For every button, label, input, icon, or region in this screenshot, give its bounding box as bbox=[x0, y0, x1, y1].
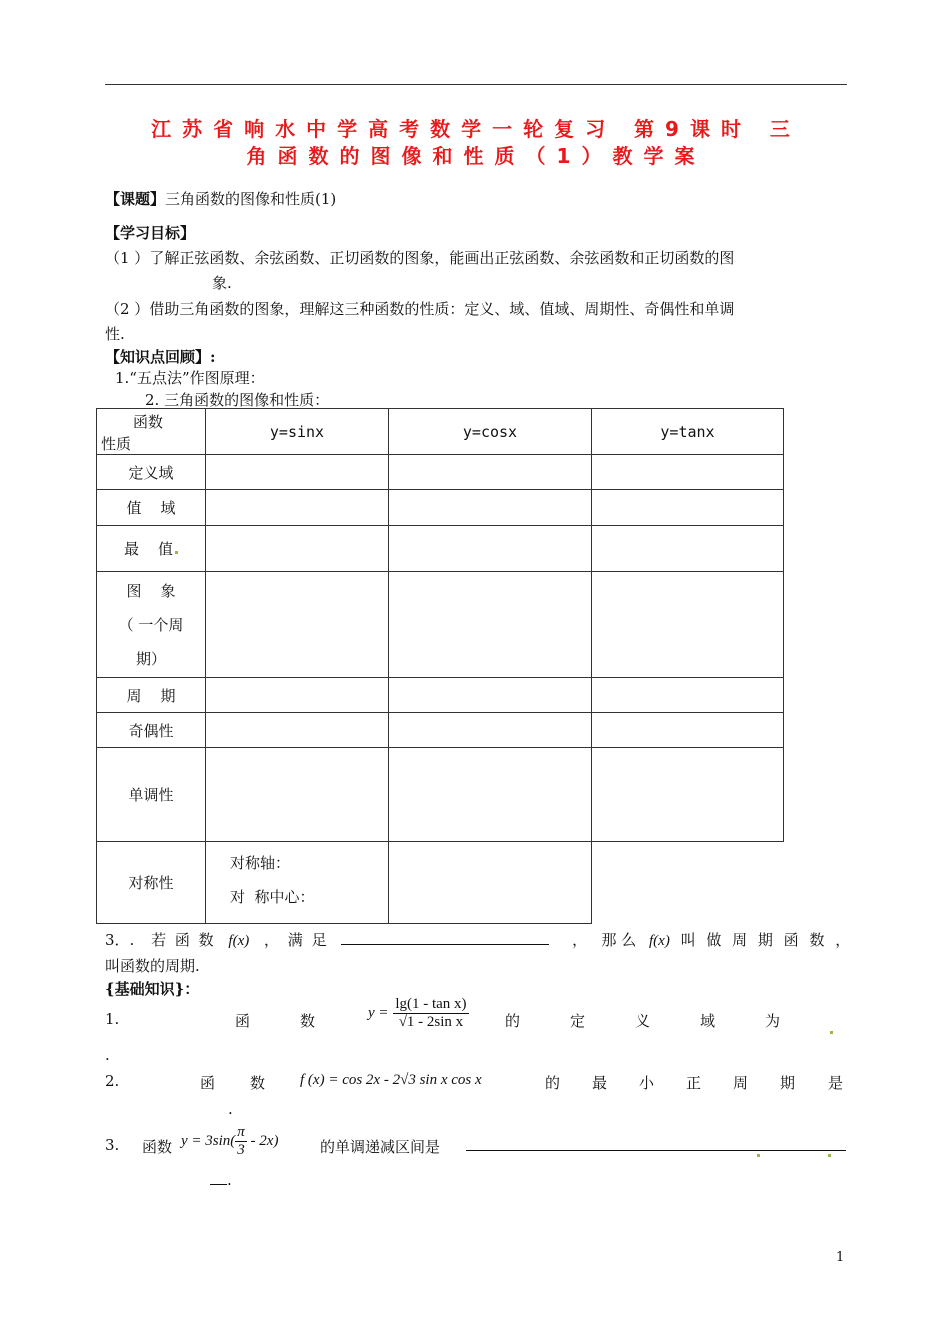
q2-formula: f (x) = cos 2x - 2√3 sin x cos x bbox=[300, 1072, 482, 1088]
symmetry-center: 对 称中心： bbox=[230, 888, 315, 906]
row-label-graph: 图 象 （ 一个周 期） bbox=[97, 572, 206, 678]
periodic-blank bbox=[341, 930, 549, 945]
q2-tail-4: 周 bbox=[733, 1074, 749, 1092]
periodic-func-2: f(x) bbox=[649, 933, 670, 949]
q3-formula bbox=[181, 1124, 278, 1159]
q3-number: 3. bbox=[105, 1136, 120, 1154]
review-heading: 【知识点回顾】: bbox=[105, 348, 216, 366]
periodic-text-4: 叫 做 周 期 函 数 ， bbox=[680, 931, 854, 949]
table-row bbox=[97, 748, 784, 842]
table-row bbox=[97, 455, 784, 490]
q3-end: . bbox=[210, 1170, 232, 1189]
q2-word-1: 数 bbox=[250, 1074, 266, 1092]
row-label-extreme: 最 值 bbox=[97, 526, 206, 572]
table-row bbox=[97, 526, 784, 572]
q2-end: . bbox=[228, 1100, 233, 1118]
row-label-monotonic: 单调性 bbox=[97, 748, 206, 842]
corner-bottom: 性质 bbox=[101, 435, 132, 453]
periodic-def bbox=[105, 929, 854, 950]
title-line-2: 角函数的图像和性质（1）教学案 bbox=[246, 144, 706, 168]
q1-tail-1: 定 bbox=[570, 1012, 586, 1030]
topic-text: 三角函数的图像和性质(1) bbox=[165, 190, 337, 208]
row-label-period: 周 期 bbox=[97, 678, 206, 713]
periodic-func: f(x) bbox=[228, 933, 250, 949]
q1-tail-0: 的 bbox=[505, 1012, 521, 1030]
q1-formula bbox=[368, 996, 469, 1031]
q2-tail-3: 正 bbox=[686, 1074, 702, 1092]
q3-fraction bbox=[235, 1124, 247, 1159]
title-line-1: 江苏省响水中学高考数学一轮复习 第9课时 三 bbox=[151, 117, 801, 141]
q1-tail-3: 域 bbox=[700, 1012, 716, 1030]
row-label-parity: 奇偶性 bbox=[97, 713, 206, 748]
col-sinx: y=sinx bbox=[206, 409, 389, 455]
q2-tail-1: 最 bbox=[592, 1074, 608, 1092]
periodic-text-3: ， 那 么 bbox=[572, 931, 637, 949]
q1-word-1: 数 bbox=[300, 1012, 316, 1030]
row-label-domain: 定义域 bbox=[97, 455, 206, 490]
q2-tail-6: 是 bbox=[828, 1074, 844, 1092]
table-row bbox=[97, 713, 784, 748]
q1-number: 1. bbox=[105, 1010, 120, 1028]
objective-1-text: 了解正弦函数、余弦函数、正切函数的图象，能画出正弦函数、余弦函数和正切函数的图 bbox=[149, 249, 735, 267]
table-row bbox=[97, 678, 784, 713]
q2-word-0: 函 bbox=[200, 1074, 216, 1092]
table-row bbox=[97, 490, 784, 526]
basics-heading: {基础知识}： bbox=[105, 980, 200, 998]
q1-tail-4: 为 bbox=[765, 1012, 781, 1030]
q1-denominator: √1 - 2sin x bbox=[398, 1014, 464, 1030]
topic-line bbox=[105, 188, 336, 209]
table-header-row bbox=[97, 409, 784, 455]
q3-frac-den: 3 bbox=[237, 1142, 245, 1158]
page-number: 1 bbox=[836, 1250, 845, 1265]
table-row bbox=[97, 842, 784, 924]
objective-2-num: （2 ） bbox=[105, 300, 150, 318]
q1-end: . bbox=[105, 1046, 110, 1064]
q3-expr-a: y = 3sin( bbox=[181, 1133, 236, 1149]
q2-tail-2: 小 bbox=[639, 1074, 655, 1092]
q3-pre: 函数 bbox=[142, 1138, 173, 1156]
topic-label: 【课题】 bbox=[105, 190, 166, 208]
q2-tail-0: 的 bbox=[545, 1074, 561, 1092]
row-label-symmetry: 对称性 bbox=[97, 842, 206, 924]
objective-1 bbox=[105, 247, 734, 268]
q3-frac-num: π bbox=[237, 1124, 245, 1140]
periodic-text-1: 若 函 数 bbox=[151, 931, 216, 949]
symmetry-axis: 对称轴： bbox=[230, 854, 291, 872]
q1-fraction bbox=[393, 996, 468, 1031]
q1-lhs: y = bbox=[368, 1005, 389, 1021]
q2-tail-5: 期 bbox=[780, 1074, 796, 1092]
objective-2-text: 借助三角函数的图象，理解这三种函数的性质：定义、域、值域、周期性、奇偶性和单调 bbox=[149, 300, 735, 318]
periodic-num: 3．. bbox=[105, 931, 135, 949]
q2-number: 2. bbox=[105, 1072, 120, 1090]
corner-top: 函数 bbox=[133, 413, 164, 431]
q1-tail-2: 义 bbox=[635, 1012, 651, 1030]
symmetry-cell bbox=[206, 842, 389, 924]
objective-2 bbox=[105, 298, 734, 319]
q1-word-0: 函 bbox=[235, 1012, 251, 1030]
objective-2-cont: 性. bbox=[105, 325, 125, 343]
review-item-1: 1.“五点法”作图原理： bbox=[115, 369, 265, 387]
q3-answer-blank bbox=[466, 1136, 846, 1155]
objectives-heading: 【学习目标】 bbox=[105, 224, 196, 242]
review-item-2: 2. 三角函数的图像和性质： bbox=[145, 391, 330, 409]
q3-post: 的单调递减区间是 bbox=[320, 1138, 441, 1156]
periodic-line-2: 叫函数的周期. bbox=[105, 957, 200, 975]
objective-1-num: （1 ） bbox=[105, 249, 150, 267]
col-tanx: y=tanx bbox=[592, 409, 784, 455]
header-rule bbox=[105, 84, 847, 85]
q1-numerator: lg(1 - tan x) bbox=[395, 996, 467, 1012]
objective-1-cont: 象. bbox=[212, 274, 232, 292]
corner-cell bbox=[97, 409, 206, 455]
trig-properties-table bbox=[96, 408, 784, 924]
q3-expr-b: - 2x) bbox=[246, 1133, 279, 1149]
row-label-range: 值 域 bbox=[97, 490, 206, 526]
table-row bbox=[97, 572, 784, 678]
periodic-text-2: ， 满 足 bbox=[264, 931, 329, 949]
col-cosx: y=cosx bbox=[389, 409, 592, 455]
